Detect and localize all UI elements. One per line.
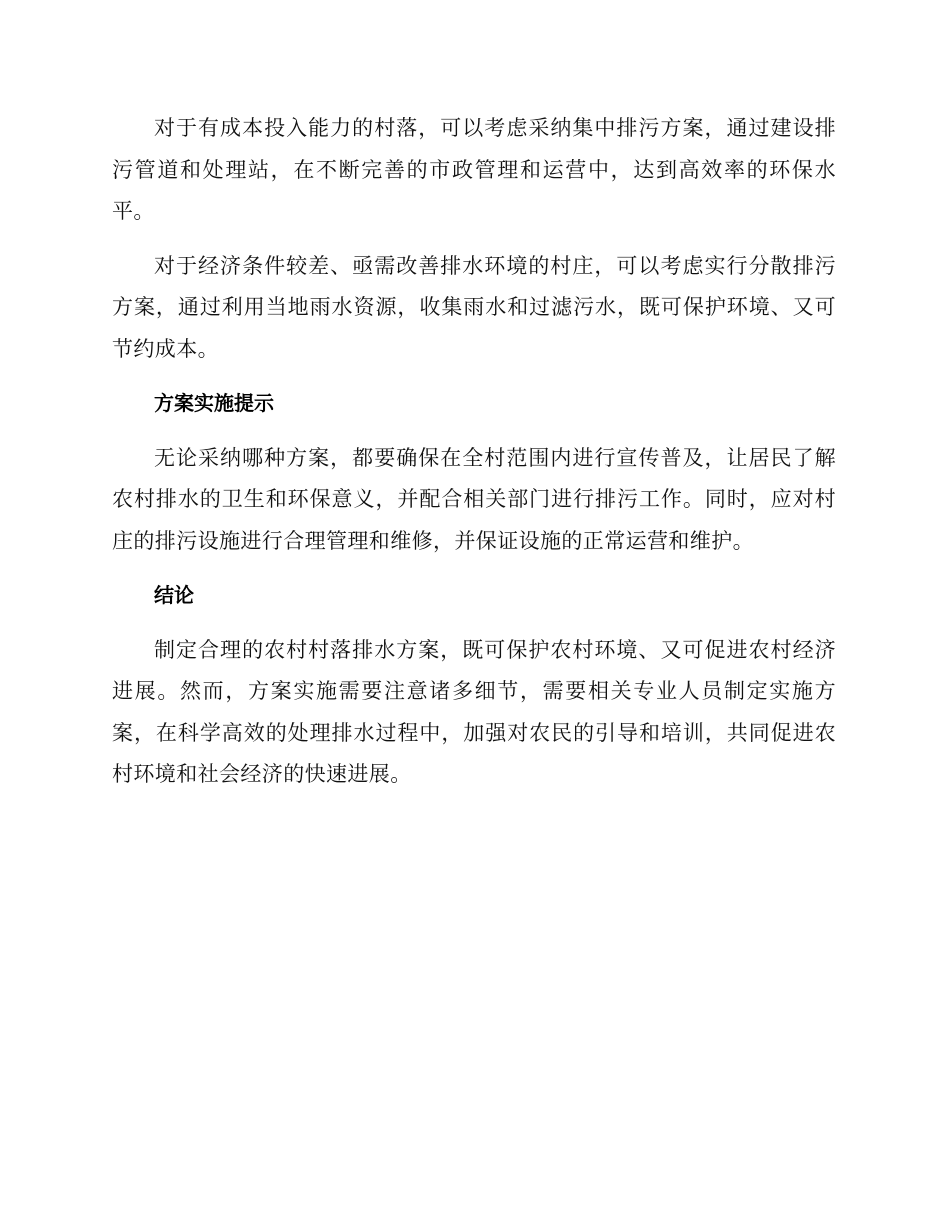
paragraph-decentralized-plan: 对于经济条件较差、亟需改善排水环境的村庄，可以考虑实行分散排污方案，通过利用当地雨水资源，收集雨水和过滤污水，既可保护环境、又可节约成本。 [112,253,836,361]
paragraph-conclusion: 制定合理的农村村落排水方案，既可保护农村环境、又可促进农村经济进展。然而，方案实施需要注意诸多细节，需要相关专业人员制定实施方案，在科学高效的处理排水过程中，加强对农民的引导和培训，共同促进农村环境和社会经济的快速进展。 [112,637,836,786]
document-body [112,108,836,809]
paragraph-implementation-tips: 无论采纳哪种方案，都要确保在全村范围内进行宣传普及，让居民了解农村排水的卫生和环保意义，并配合相关部门进行排污工作。同时，应对村庄的排污设施进行合理管理和维修，并保证设施的正常运营和维护。 [112,445,836,553]
paragraph-centralized-plan: 对于有成本投入能力的村落，可以考虑采纳集中排污方案，通过建设排污管道和处理站，在不断完善的市政管理和运营中，达到高效率的环保水平。 [112,116,836,223]
section-heading-conclusion: 结论 [154,583,194,607]
section-heading-implementation-tips: 方案实施提示 [154,391,274,415]
